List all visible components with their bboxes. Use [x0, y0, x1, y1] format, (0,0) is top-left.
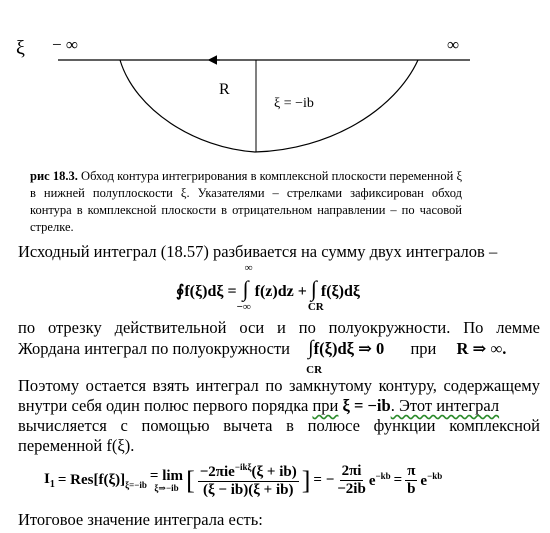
paragraph-line-3 — [18, 337, 540, 376]
formula2-fraction-2: $\frac{2\pi i}{-2ib}$ — [337, 463, 366, 498]
line3-condition: R ⇒ ∞. — [456, 339, 507, 358]
xi-axis-label: ξ — [16, 37, 25, 59]
formula2-fraction-3: $\frac{\pi}{b}$ — [407, 463, 416, 498]
paragraph-line-2: по отрезку действительной оси и по полуокружности. По лемме — [18, 318, 540, 337]
minus-infinity-label: − ∞ — [52, 35, 78, 54]
line5-start: внутри себя один полюс первого порядка — [18, 396, 309, 415]
figure-caption — [30, 168, 462, 236]
paragraph-line-1: Исходный интеграл (18.57) разбивается на сумму двух интегралов – — [18, 242, 498, 261]
formula-split-integral — [176, 262, 361, 313]
formula1-contour-label: CR — [307, 301, 324, 313]
line5-end: . Этот интеграл — [390, 396, 500, 415]
formula2-exponent-2: $e^{-kb}$ — [420, 471, 443, 490]
formula2-exponent-1: $e^{-kb}$ — [368, 471, 391, 490]
formula2-lhs: $I_1$ — [44, 471, 55, 491]
semicircle-contour — [120, 60, 418, 152]
paragraph-line-8: Итоговое значение интеграла есть: — [18, 510, 263, 529]
plus-infinity-label: ∞ — [447, 35, 460, 54]
formula2-limit: = lim ξ⇒−ib — [149, 467, 184, 493]
paragraph-line-7: переменной f(ξ). — [18, 436, 135, 455]
paragraph-line-6: вычисляется с помощью вычета в полюсе функции комплексной — [18, 416, 540, 435]
formula1-upper-limit: ∞ — [244, 262, 253, 274]
formula2-residue: = $Res[f(\xi)]_{\xi=-ib}$ — [57, 471, 147, 490]
formula1-lower-limit: −∞ — [236, 301, 251, 313]
line3-contour-label: CR — [306, 364, 323, 376]
formula1-integral-sign: ∫ ∞ −∞ — [236, 262, 253, 313]
formula2-right-bracket: ] — [301, 465, 311, 495]
paragraph-line-4: Поэтому остается взять интеграл по замкнутому контуру, содержащему — [18, 376, 540, 395]
formula2-main-fraction: −2πie$^{-ik\xi}$(ξ + ib) (ξ − ib)(ξ + ib) — [199, 462, 297, 499]
figure-number: рис 18.3. — [30, 169, 78, 183]
formula1-lhs: ∮f(ξ)dξ = — [176, 283, 237, 300]
contour-diagram — [0, 0, 550, 160]
line3-integral: ∫f(ξ)dξ ⇒ 0 CR — [308, 338, 384, 359]
pole-label: ξ = −ib — [274, 96, 314, 111]
line3-start: Жордана интеграл по полуокружности — [18, 339, 290, 358]
formula1-term2: f(ξ)dξ — [320, 283, 361, 300]
line3-when: при — [410, 339, 437, 358]
formula2-eq2: = − — [313, 472, 335, 489]
region-label: R — [219, 81, 230, 98]
formula1-term1: f(z)dz + — [254, 283, 307, 300]
line5-pole: ξ = −ib — [342, 396, 391, 415]
paragraph-line-5 — [18, 396, 499, 416]
formula1-contour-integral: ∫ CR — [307, 276, 324, 313]
line5-underlined: при — [312, 396, 339, 415]
caption-text: Обход контура интегрирования в комплексной плоскости переменной ξ в нижней полуплоскости ξ. Указателями – стрелками зафиксирован обход контура в комплексной плоскости в отрицательном направлении – по часовой стрелке. — [30, 169, 463, 234]
formula2-eq3: = — [393, 472, 403, 489]
formula-residue — [44, 462, 442, 500]
formula2-left-bracket: [ — [186, 465, 195, 495]
